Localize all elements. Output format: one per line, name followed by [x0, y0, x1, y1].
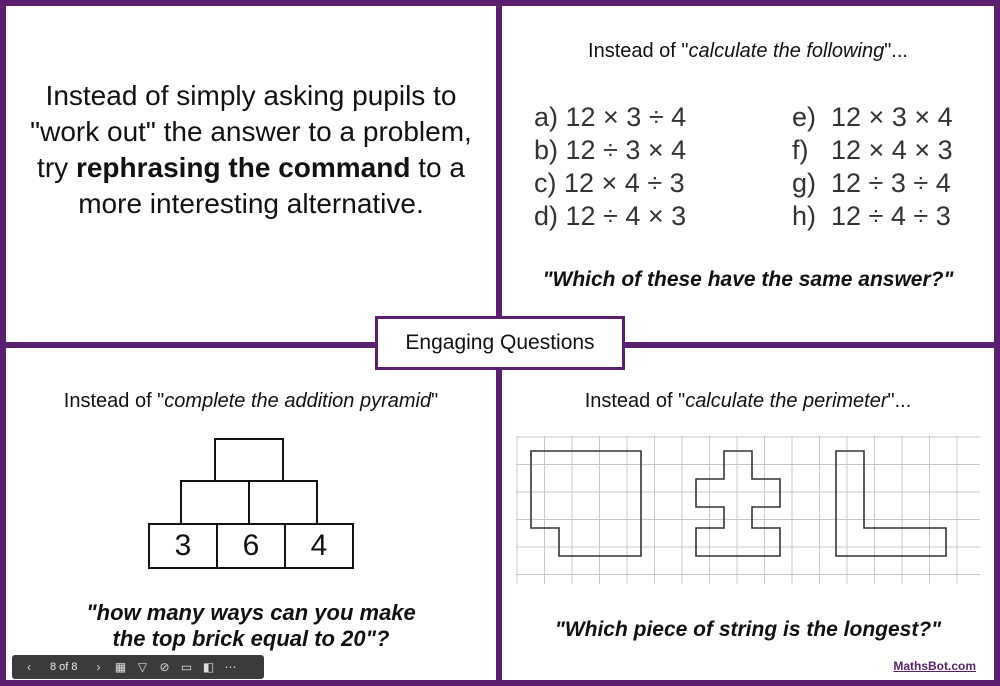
perimeter-prompt: [502, 390, 994, 413]
more-icon[interactable]: ⋯: [224, 660, 237, 674]
prompt-italic: calculate the perimeter: [685, 390, 888, 412]
pen-icon[interactable]: ▽: [137, 660, 148, 674]
intro-text-part1: Instead of simply asking pupils to "work out" the answer to a problem, try: [30, 80, 472, 183]
prompt-suffix: "...: [884, 40, 908, 62]
presentation-toolbar: [12, 655, 264, 679]
string-shape-2: [696, 451, 780, 556]
expression-item: a) 12 × 3 ÷ 4: [534, 102, 687, 132]
calculation-prompt: [502, 40, 994, 63]
expression-list-right: [792, 101, 953, 233]
pyramid-prompt: [6, 390, 496, 413]
subtitles-off-icon[interactable]: ⊘: [159, 660, 170, 674]
expression-item: b) 12 ÷ 3 × 4: [534, 135, 687, 165]
pyramid-question: [6, 600, 496, 652]
pyramid-question-line2: the top brick equal to 20"?: [112, 626, 390, 651]
expression-item: h) 12 ÷ 4 ÷ 3: [792, 201, 951, 231]
prompt-suffix: "...: [887, 390, 912, 412]
string-shape-1: [531, 451, 641, 556]
pyramid-middle-brick: [180, 480, 250, 525]
pyramid-base-brick: 3: [148, 523, 218, 569]
slides-grid-icon[interactable]: ▦: [114, 660, 127, 674]
prompt-prefix: Instead of ": [584, 390, 686, 412]
pyramid-base-brick: 6: [216, 523, 286, 569]
pyramid-panel: [6, 348, 496, 680]
presenter-icon[interactable]: ◧: [202, 660, 215, 674]
page-counter: 8 of 8: [50, 661, 78, 673]
prompt-prefix: Instead of ": [63, 390, 165, 412]
calculation-panel: [502, 6, 994, 342]
intro-text: [26, 78, 476, 222]
expression-item: d) 12 ÷ 4 × 3: [534, 201, 687, 231]
expression-item: g) 12 ÷ 3 ÷ 4: [792, 168, 951, 198]
chevron-right-icon[interactable]: ›: [96, 660, 101, 674]
prompt-italic: calculate the following: [688, 40, 885, 62]
pyramid-base-brick: 4: [284, 523, 354, 569]
intro-text-part2: to a more interesting alternative.: [78, 152, 465, 219]
expression-item: c) 12 × 4 ÷ 3: [534, 168, 685, 198]
brand-link[interactable]: MathsBot.com: [893, 659, 976, 673]
slide-title: Engaging Questions: [375, 316, 625, 370]
expression-list-left: [534, 101, 686, 233]
video-icon[interactable]: ▭: [180, 660, 193, 674]
longest-string-question: "Which piece of string is the longest?": [554, 618, 942, 641]
prompt-prefix: Instead of ": [588, 40, 689, 62]
chevron-left-icon[interactable]: ‹: [27, 660, 31, 674]
intro-text-bold: rephrasing the command: [75, 152, 411, 183]
perimeter-grid: [516, 436, 982, 586]
expression-item: f) 12 × 4 × 3: [792, 135, 953, 165]
pyramid-question-line1: "how many ways can you make: [86, 600, 416, 625]
expression-item: e) 12 × 3 × 4: [792, 102, 953, 132]
perimeter-panel: [502, 348, 994, 680]
pyramid-top-brick: [214, 438, 284, 482]
pyramid-middle-brick: [248, 480, 318, 525]
prompt-italic: complete the addition pyramid: [164, 390, 432, 412]
same-answer-question: "Which of these have the same answer?": [542, 268, 954, 291]
prompt-suffix: ": [431, 390, 439, 412]
intro-panel: [6, 6, 496, 342]
